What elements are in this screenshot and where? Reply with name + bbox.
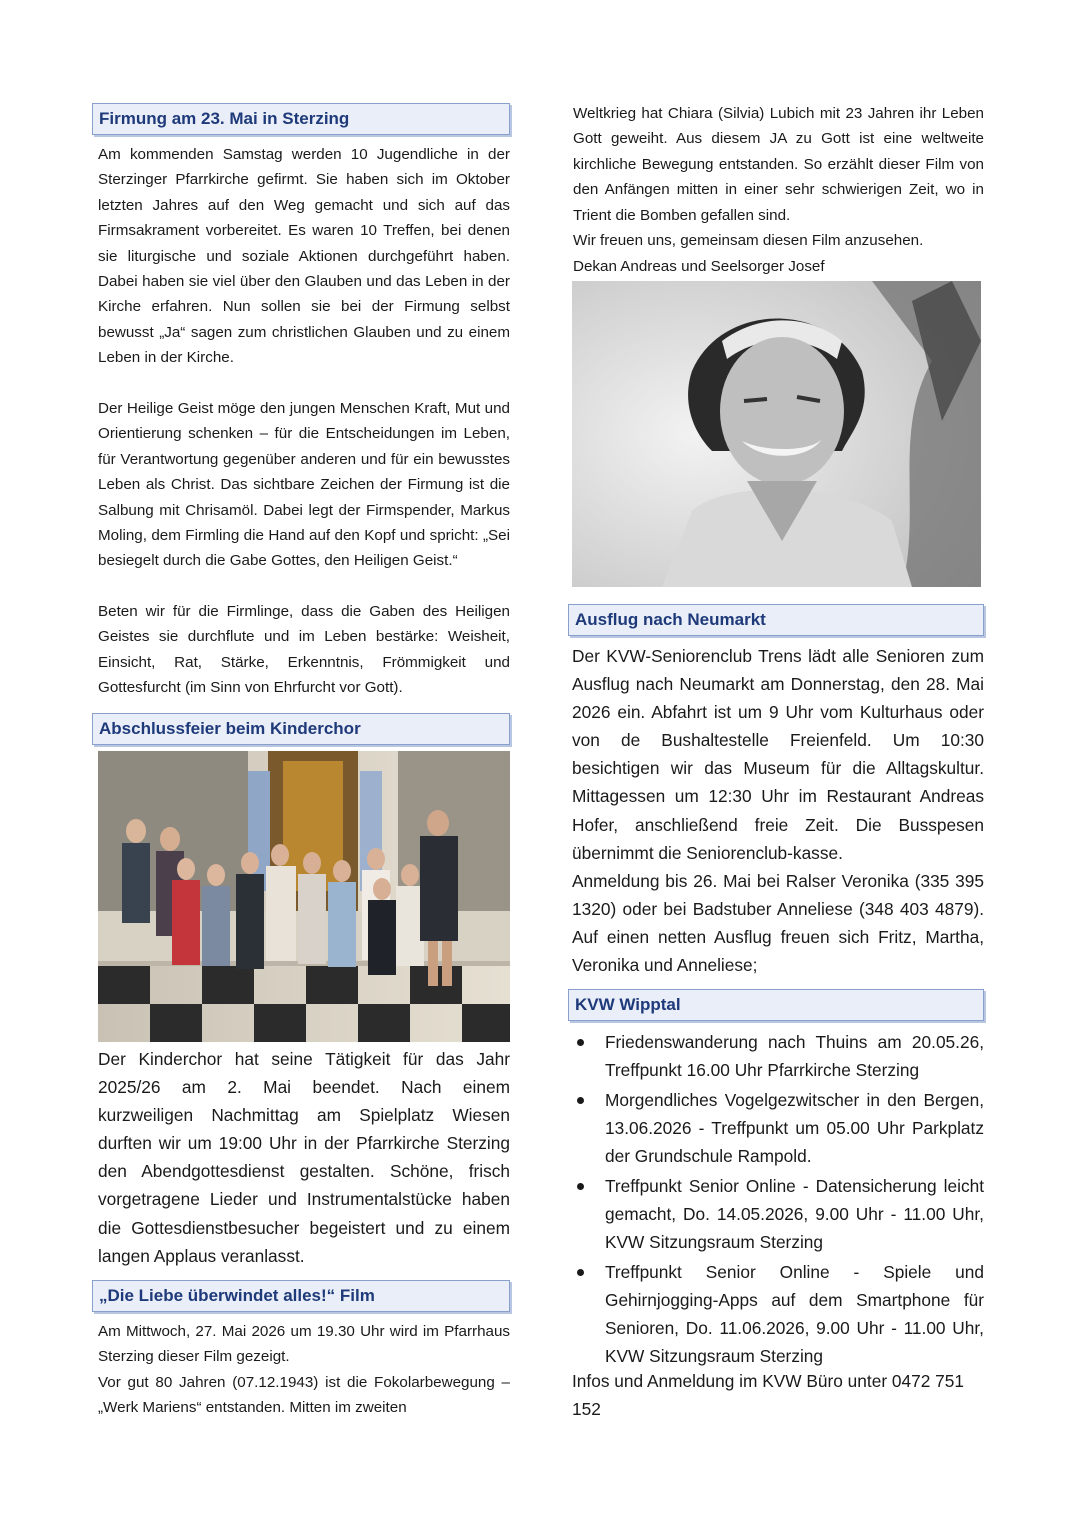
heading-kinderchor: Abschlussfeier beim Kinderchor	[92, 713, 510, 745]
paragraph-kinderchor: Der Kinderchor hat seine Tätigkeit für das Jahr 2025/26 am 2. Mai beendet. Nach einem kurzweiligen Nachmittag am Spielplatz Wiesen durften wir um 19:00 Uhr in der Pfarrkirche Sterzing den Abendgottesdienst gestalten. Schöne, frisch vorgetragene Lieder und Instrumentalstücke haben die Gottesdienstbesucher begeistert und zu einem langen Applaus veranlasst.	[98, 1049, 510, 1266]
paragraph-film-2a: Vor gut 80 Jahren (07.12.1943) ist die Fokolarbewegung – „Werk Mariens“ entstanden. Mitten im zweiten	[98, 1374, 510, 1417]
bullet-icon	[577, 1039, 584, 1046]
paragraph-firmung-2: Der Heilige Geist möge den jungen Menschen Kraft, Mut und Orientierung schenken – für die Entscheidungen im Leben, für Verantwortung gegenüber anderen und für ein bewusstes Leben als Christ. Das sichtbare Zeichen der Firmung ist die Salbung mit Chrisamöl. Dabei legt der Firmspender, Markus Moling, dem Firmling die Hand auf den Kopf und spricht: „Sei besiegelt durch die Gabe Gottes, den Heiligen Geist.“	[98, 400, 510, 570]
paragraph-film-3: Wir freuen uns, gemeinsam diesen Film anzusehen.	[573, 232, 924, 249]
list-item: Treffpunkt Senior Online - Datensicherung leicht gemacht, Do. 14.05.2026, 9.00 Uhr - 11.00 Uhr, KVW Sitzungsraum Sterzing	[572, 1172, 984, 1256]
choir-photo	[98, 751, 510, 1042]
heading-firmung: Firmung am 23. Mai in Sterzing	[92, 103, 510, 135]
paragraph-ausflug-1: Der KVW-Seniorenclub Trens lädt alle Senioren zum Ausflug nach Neumarkt am Donnerstag, den 28. Mai 2026 ein. Abfahrt ist um 9 Uhr vom Kulturhaus oder von de Bushaltestelle Freienfeld. Um 10:30 besichtigen wir das Museum für die Alltagskultur. Mittagessen um 12:30 Uhr im Restaurant Andreas Hofer, anschließend freie Zeit. Die Busspesen übernimmt die Seniorenclub-kasse.	[572, 646, 984, 863]
paragraph-film-2b: Weltkrieg hat Chiara (Silvia) Lubich mit 23 Jahren ihr Leben Gott geweiht. Aus diesem JA zu Gott ist eine weltweite kirchliche Bewegung entstanden. So erzählt dieser Film von den Anfängen mitten in einer sehr schwierigen Zeit, wo in Trient die Bomben gefallen sind.	[573, 105, 984, 224]
bullet-icon	[577, 1097, 584, 1104]
list-item: Treffpunkt Senior Online - Spiele und Gehirnjogging-Apps auf dem Smartphone für Senioren, Do. 11.06.2026, 9.00 Uhr - 11.00 Uhr, KVW Sitzungsraum Sterzing	[572, 1258, 984, 1370]
paragraph-kvw-footer: Infos und Anmeldung im KVW Büro unter 0472 751 152	[572, 1371, 964, 1420]
heading-kvw: KVW Wipptal	[568, 989, 984, 1021]
portrait-photo	[572, 281, 981, 587]
paragraph-firmung-3: Beten wir für die Firmlinge, dass die Gaben des Heiligen Geistes sie durchflute und im Leben bestärke: Weisheit, Einsicht, Rat, Stärke, Erkenntnis, Frömmigkeit und Gottesfurcht (im Sinn von Ehrfurcht vor Gott).	[98, 603, 510, 697]
heading-ausflug: Ausflug nach Neumarkt	[568, 604, 984, 636]
list-item: Friedenswanderung nach Thuins am 20.05.26, Treffpunkt 16.00 Uhr Pfarrkirche Sterzing	[572, 1028, 984, 1084]
paragraph-ausflug-2: Anmeldung bis 26. Mai bei Ralser Veronika (335 395 1320) oder bei Badstuber Anneliese (348 403 4879). Auf einen netten Ausflug freuen sich Fritz, Martha, Veronika und Anneliese;	[572, 871, 984, 976]
signature: Dekan Andreas und Seelsorger Josef	[573, 258, 825, 275]
paragraph-film-1: Am Mittwoch, 27. Mai 2026 um 19.30 Uhr wird im Pfarrhaus Sterzing dieser Film gezeigt.	[98, 1323, 510, 1366]
heading-film: „Die Liebe überwindet alles!“ Film	[92, 1280, 510, 1312]
paragraph-firmung-1: Am kommenden Samstag werden 10 Jugendliche in der Sterzinger Pfarrkirche gefirmt. Sie haben sich im Oktober letzten Jahres auf den Weg gemacht und sich auf das Firmsakrament vorbereitet. Es waren 10 Treffen, bei denen sie liturgische und soziale Aktionen durchgeführt haben. Dabei haben sie viel über den Glauben und das Leben in der Kirche erfahren. Nun sollen sie bei der Firmung selbst bewusst „Ja“ sagen zum christlichen Glauben und zu einem Leben in der Kirche.	[98, 146, 510, 367]
bullet-icon	[577, 1269, 584, 1276]
bullet-icon	[577, 1183, 584, 1190]
kvw-event-list	[572, 1028, 984, 1372]
list-item: Morgendliches Vogelgezwitscher in den Bergen, 13.06.2026 - Treffpunkt um 05.00 Uhr Parkplatz der Grundschule Rampold.	[572, 1086, 984, 1170]
